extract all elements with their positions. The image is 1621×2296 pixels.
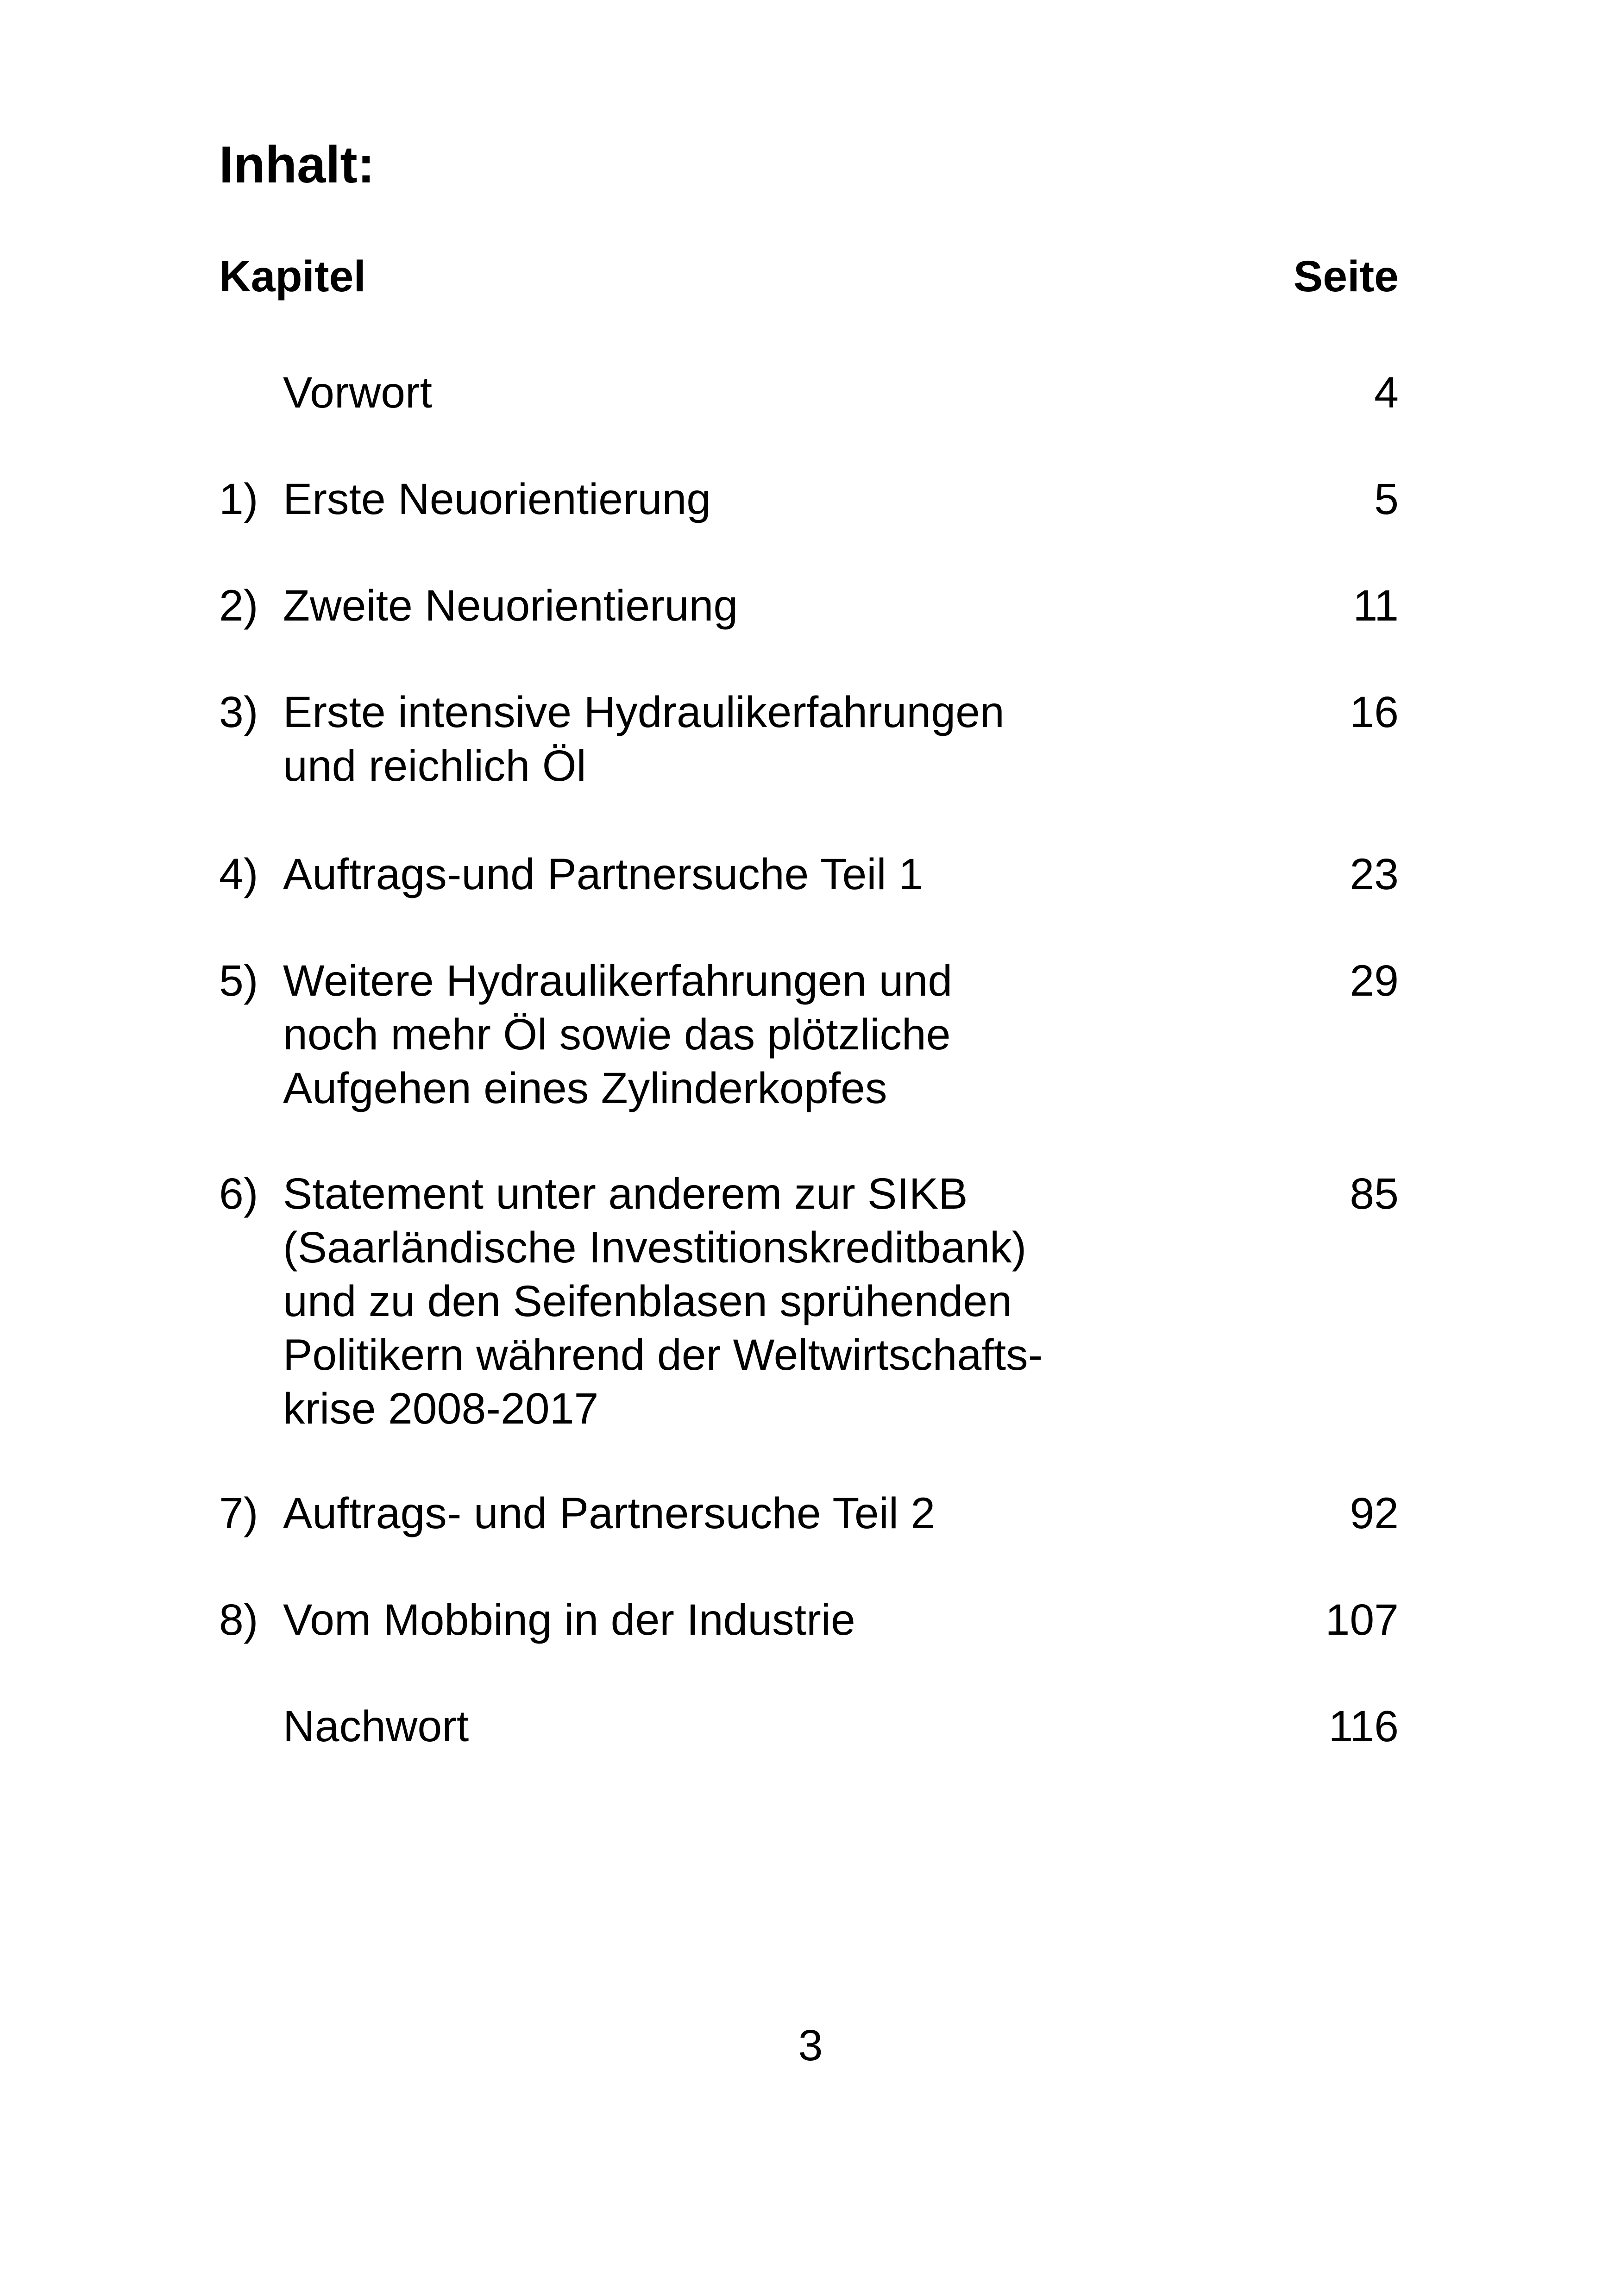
toc-entry-title: Auftrags- und Partnersuche Teil 2 — [283, 1489, 936, 1538]
toc-entry-title: Nachwort — [283, 1702, 469, 1751]
toc-entry-number: 6) — [219, 1169, 258, 1218]
toc-entry-page: 16 — [1350, 688, 1399, 737]
column-header-chapter: Kapitel — [219, 252, 366, 301]
toc-entry-title: Auftrags-und Partnersuche Teil 1 — [283, 850, 923, 899]
toc-entry-number: 7) — [219, 1489, 258, 1538]
toc-entry-number: 4) — [219, 850, 258, 899]
page-number: 3 — [798, 2021, 823, 2070]
toc-entry-page: 5 — [1374, 475, 1399, 524]
toc-entry-number: 3) — [219, 688, 258, 737]
toc-entry-number: 1) — [219, 475, 258, 524]
toc-entry-title: Weitere Hydraulikerfahrungen und noch mehr Öl sowie das plötzliche Aufgehen eines Zylinderkopfes — [283, 956, 953, 1113]
toc-entry-page: 29 — [1350, 956, 1399, 1005]
toc-entry-page: 11 — [1353, 581, 1399, 630]
toc-entry-title: Vom Mobbing in der Industrie — [283, 1595, 855, 1644]
toc-entry-title: Erste intensive Hydraulikerfahrungen und reichlich Öl — [283, 688, 1005, 790]
toc-entry-page: 85 — [1350, 1169, 1399, 1218]
toc-entry-number: 8) — [219, 1595, 258, 1644]
toc-entry-page: 23 — [1350, 850, 1399, 899]
toc-entry-page: 116 — [1328, 1702, 1399, 1751]
column-header-page: Seite — [1293, 252, 1399, 301]
toc-entry-number: 5) — [219, 956, 258, 1005]
toc-entry-page: 92 — [1350, 1489, 1399, 1538]
toc-entry-title: Erste Neuorientierung — [283, 475, 711, 524]
page-title: Inhalt: — [219, 136, 375, 194]
toc-entry-number: 2) — [219, 581, 258, 630]
toc-entry-page: 4 — [1374, 368, 1399, 417]
toc-entry-title: Statement unter anderem zur SIKB (Saarländische Investitionskreditbank) und zu den Seifenblasen sprühenden Politikern während der Weltwirtschafts- krise 2008-2017 — [283, 1169, 1043, 1433]
toc-entry-title: Vorwort — [283, 368, 433, 417]
toc-entry-page: 107 — [1325, 1595, 1399, 1644]
toc-entry-title: Zweite Neuorientierung — [283, 581, 738, 630]
